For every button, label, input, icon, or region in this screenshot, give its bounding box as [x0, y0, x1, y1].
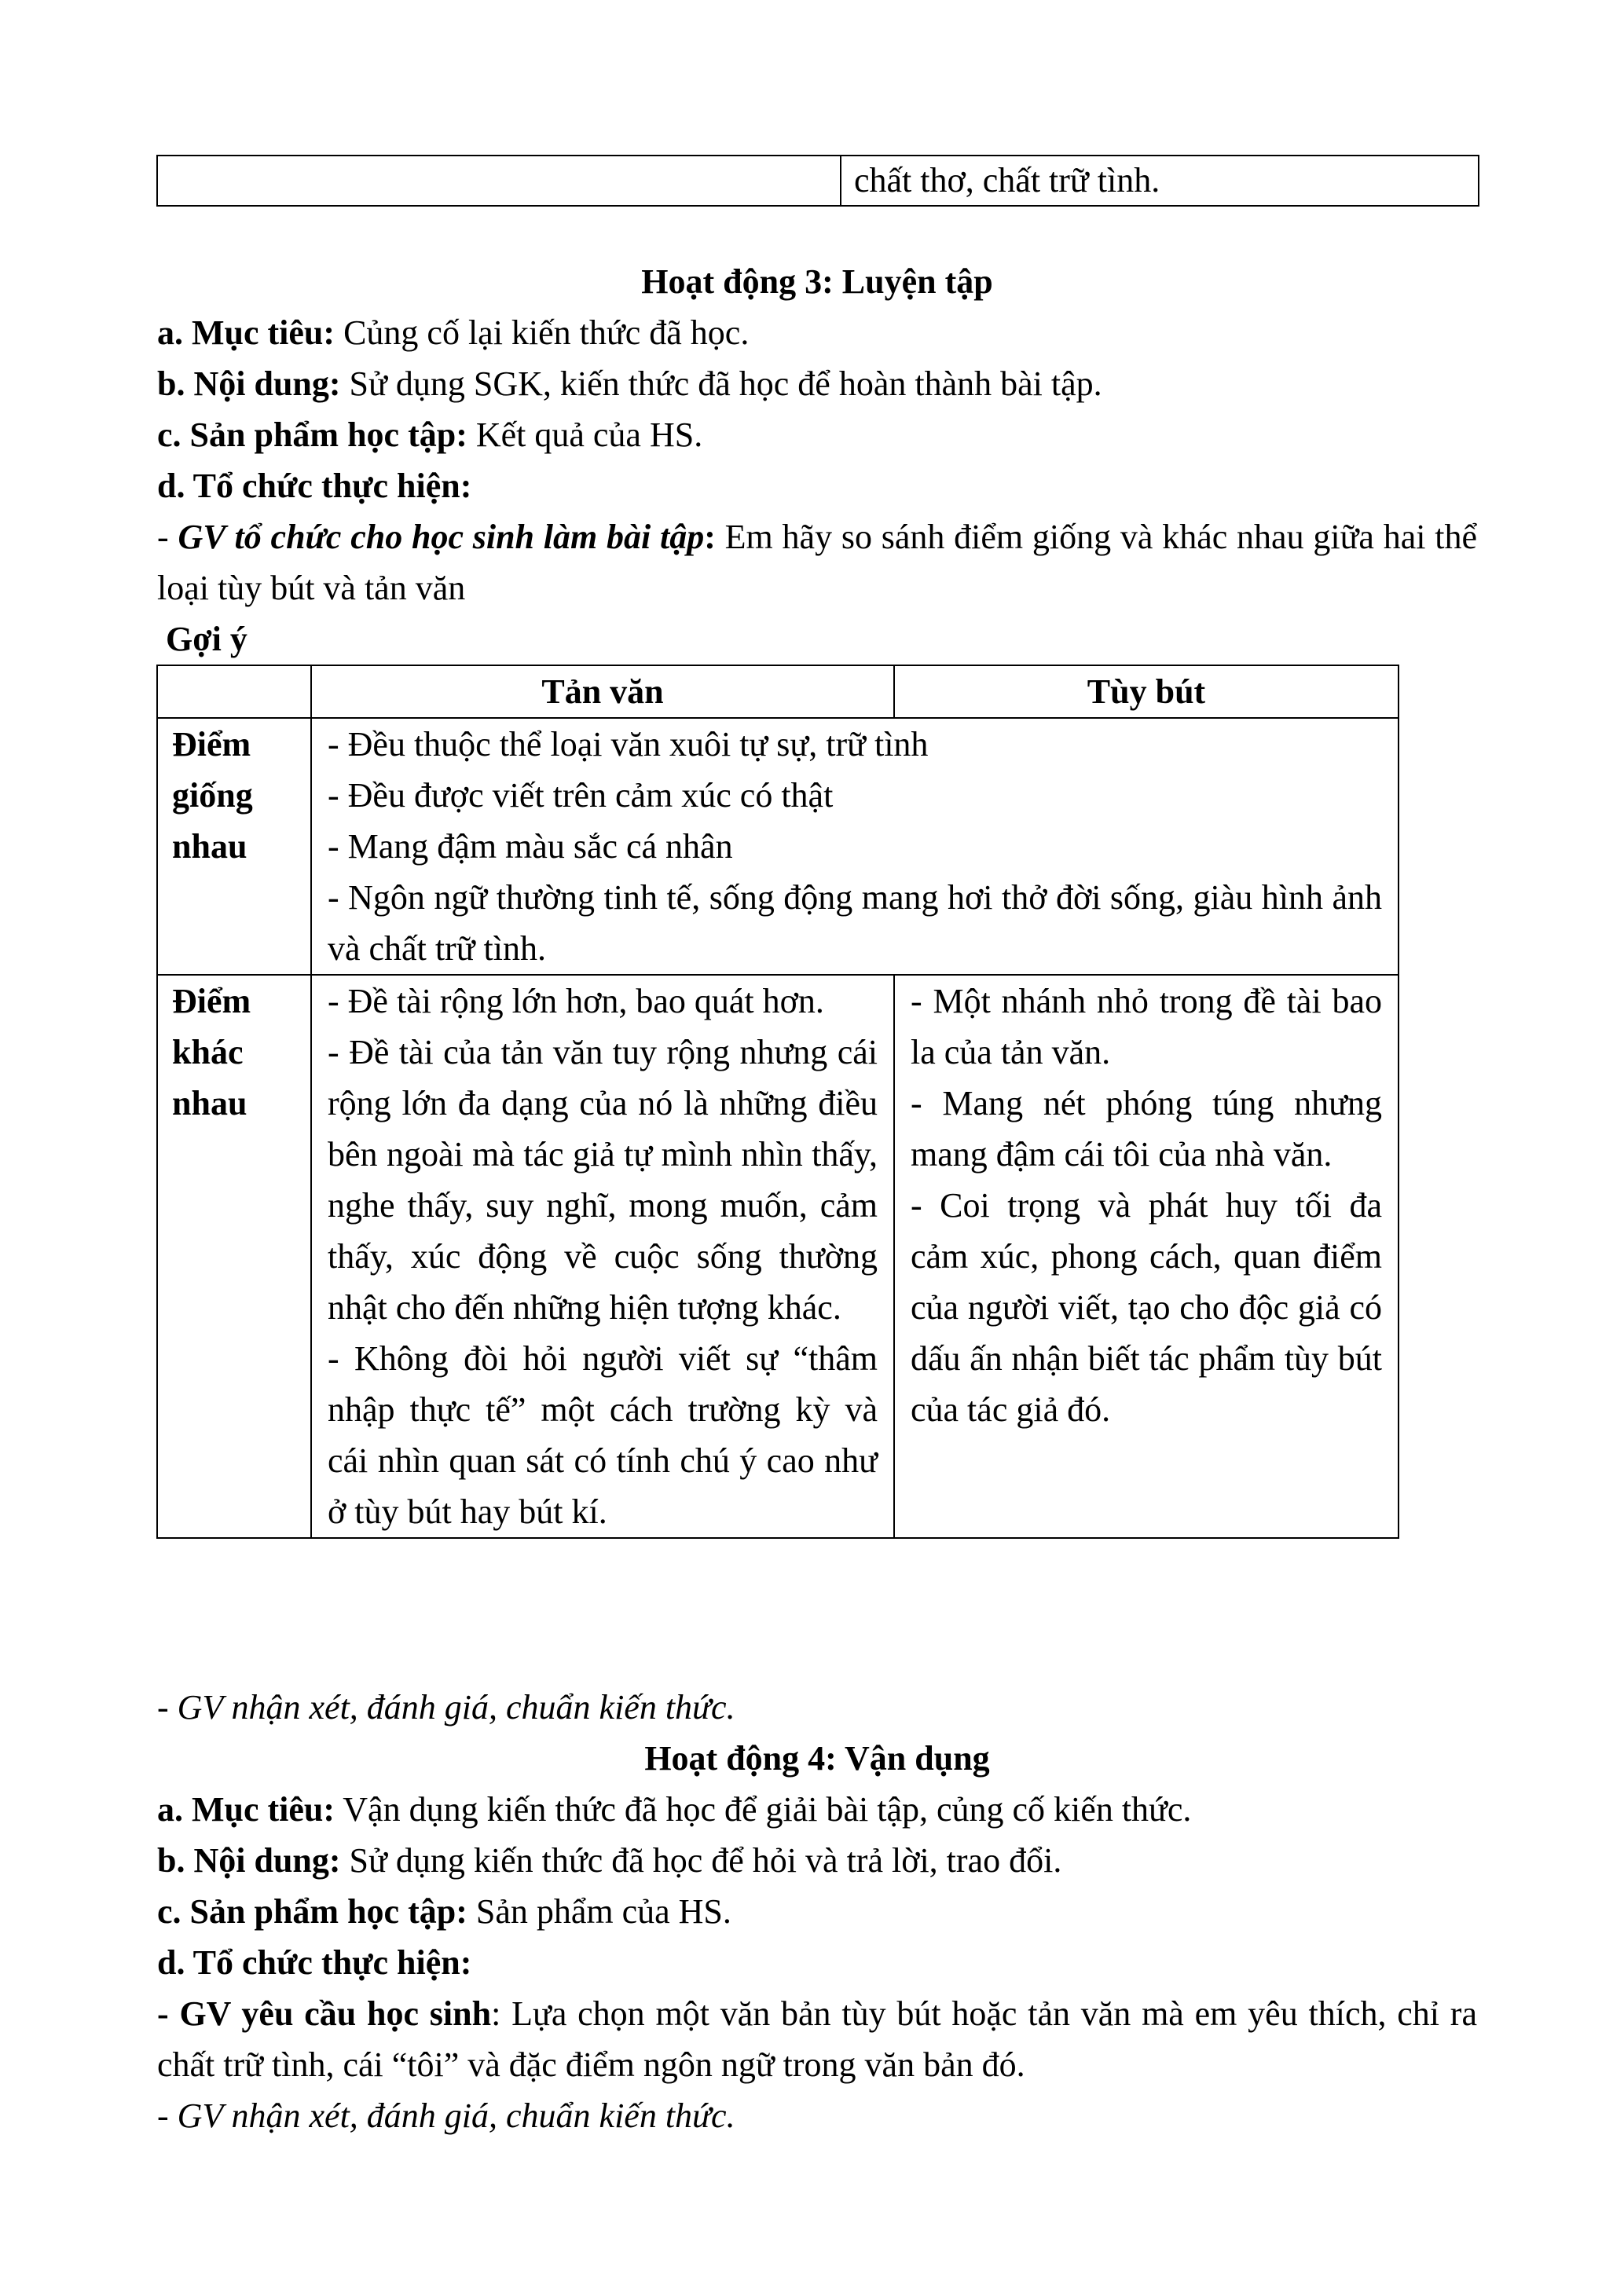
task-dash: - [157, 518, 178, 556]
diff-tuy-but-item: - Mang nét phóng túng nhưng mang đậm cái tôi của nhà văn. [911, 1084, 1382, 1174]
header-tan-van: Tản văn [311, 665, 894, 718]
objective-label: a. Mục tiêu: [157, 313, 335, 352]
top-table [156, 155, 1479, 207]
diff-tan-van-item: - Đề tài của tản văn tuy rộng nhưng cái rộng lớn đa dạng của nó là những điều bên ngoài mà tác giả tự mình nhìn thấy, nghe thấy, suy nghĩ, mong muốn, cảm thấy, xúc động về cuộc sống thường nhật cho đến những hiện tượng khác. [328, 1033, 878, 1327]
task-colon: : [704, 518, 716, 556]
task-text: : Lựa chọn một văn bản tùy bút hoặc tản văn mà em yêu thích, chỉ ra chất trữ tình, cái “tôi” và đặc điểm ngôn ngữ trong văn bản đó. [157, 1994, 1477, 2084]
similar-label: Điểm giống nhau [157, 718, 311, 975]
hint-label: Gợi ý [166, 620, 247, 658]
product-text: Kết quả của HS. [467, 416, 703, 454]
content-label: b. Nội dung: [157, 364, 341, 403]
content-text: Sử dụng SGK, kiến thức đã học để hoàn thành bài tập. [340, 364, 1102, 403]
product-text: Sản phẩm của HS. [467, 1892, 731, 1931]
objective-text: Vận dụng kiến thức đã học để giải bài tập, củng cố kiến thức. [335, 1790, 1192, 1829]
task-label: GV tổ chức cho học sinh làm bài tập [178, 518, 705, 556]
similar-item: - Mang đậm màu sắc cá nhân [328, 827, 733, 866]
diff-tuy-but-item: - Một nhánh nhỏ trong đề tài bao la của tản văn. [911, 982, 1382, 1071]
activity3-task [157, 511, 1477, 613]
similar-item: - Đều được viết trên cảm xúc có thật [328, 776, 834, 815]
table-row [157, 156, 1479, 206]
objective-text: Củng cố lại kiến thức đã học. [335, 313, 750, 352]
task-text: Em hãy so sánh điểm giống và khác nhau giữa hai thể loại tùy bút và tản văn [157, 518, 1478, 607]
activity3-product [157, 409, 1477, 460]
task-label: - GV yêu cầu học sinh [157, 1994, 492, 2033]
diff-tan-van-item: - Không đòi hỏi người viết sự “thâm nhập thực tế” một cách trường kỳ và cái nhìn quan sát có tính chú ý cao như ở tùy bút hay bút kí. [328, 1339, 878, 1531]
activity3-content [157, 358, 1477, 409]
diff-tuy-but-item: - Coi trọng và phát huy tối đa cảm xúc, phong cách, quan điểm của người viết, tạo cho độc giả có dấu ấn nhận biết tác phẩm tùy bút của tác giả đó. [911, 1186, 1382, 1429]
activity4-organize: d. Tổ chức thực hiện: [157, 1943, 472, 1982]
similar-cell [311, 718, 1399, 975]
activity4-content [157, 1835, 1477, 1886]
activity4-objective [157, 1784, 1477, 1835]
content-label: b. Nội dung: [157, 1841, 341, 1880]
compare-table [156, 665, 1399, 1539]
teacher-note-1: - GV nhận xét, đánh giá, chuẩn kiến thức. [157, 1688, 735, 1727]
activity4-product [157, 1886, 1477, 1937]
diff-label: Điểm khác nhau [157, 975, 311, 1538]
diff-tan-van-cell [311, 975, 894, 1538]
objective-label: a. Mục tiêu: [157, 1790, 335, 1829]
table-row [157, 665, 1399, 718]
activity4-task [157, 1988, 1477, 2090]
activity4-title: Hoạt động 4: Vận dụng [644, 1739, 990, 1778]
diff-tan-van-item: - Đề tài rộng lớn hơn, bao quát hơn. [328, 982, 824, 1020]
product-label: c. Sản phẩm học tập: [157, 1892, 467, 1931]
table-row [157, 718, 1399, 975]
similar-item: - Đều thuộc thể loại văn xuôi tự sự, trữ tình [328, 725, 929, 764]
header-empty-cell [157, 665, 311, 718]
activity3-organize: d. Tổ chức thực hiện: [157, 467, 472, 505]
diff-tuy-but-cell [894, 975, 1399, 1538]
table-row [157, 975, 1399, 1538]
top-table-right-cell: chất thơ, chất trữ tình. [841, 156, 1479, 206]
top-table-left-cell [157, 156, 841, 206]
teacher-note-2: - GV nhận xét, đánh giá, chuẩn kiến thức. [157, 2096, 735, 2135]
activity3-title: Hoạt động 3: Luyện tập [641, 262, 993, 301]
similar-item: - Ngôn ngữ thường tinh tế, sống động mang hơi thở đời sống, giàu hình ảnh và chất trữ tình. [328, 878, 1382, 968]
header-tuy-but: Tùy bút [894, 665, 1399, 718]
activity3-objective [157, 307, 1477, 358]
content-text: Sử dụng kiến thức đã học để hỏi và trả lời, trao đổi. [340, 1841, 1062, 1880]
product-label: c. Sản phẩm học tập: [157, 416, 467, 454]
